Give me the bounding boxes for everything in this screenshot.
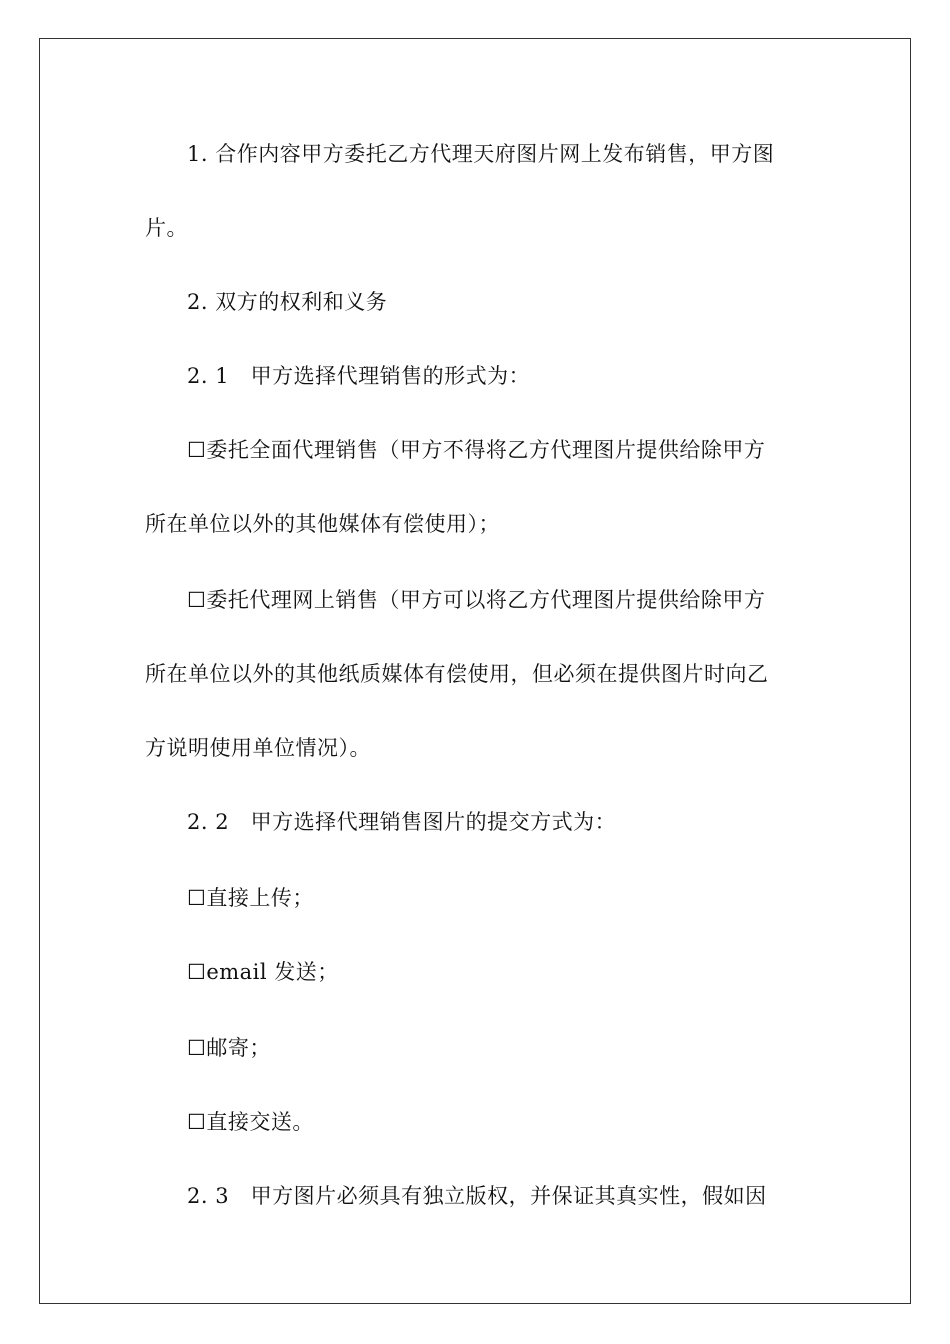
option-direct-upload: ☐直接上传； <box>187 886 314 910</box>
clause-1-line-2: 片。 <box>145 216 188 240</box>
option-full-agency-line-2: 所在单位以外的其他媒体有偿使用）； <box>145 512 500 536</box>
clause-1-line-1: 1. 合作内容甲方委托乙方代理天府图片网上发布销售，甲方图 <box>187 142 775 166</box>
option-email: ☐email 发送； <box>187 960 339 984</box>
option-direct-delivery: ☐直接交送。 <box>187 1110 314 1134</box>
clause-2-2-heading: 2. 2 甲方选择代理销售图片的提交方式为： <box>187 810 617 834</box>
clause-2-heading: 2. 双方的权利和义务 <box>187 290 388 314</box>
option-online-agency-line-2: 所在单位以外的其他纸质媒体有偿使用，但必须在提供图片时向乙 <box>145 662 769 686</box>
option-online-agency-line-1: ☐委托代理网上销售（甲方可以将乙方代理图片提供给除甲方 <box>187 588 766 612</box>
clause-2-1-heading: 2. 1 甲方选择代理销售的形式为： <box>187 364 531 388</box>
option-full-agency-line-1: ☐委托全面代理销售（甲方不得将乙方代理图片提供给除甲方 <box>187 438 766 462</box>
clause-2-3-line-1: 2. 3 甲方图片必须具有独立版权，并保证其真实性，假如因 <box>187 1184 767 1208</box>
option-mail: ☐邮寄； <box>187 1036 271 1060</box>
option-online-agency-line-3: 方说明使用单位情况）。 <box>145 736 371 760</box>
